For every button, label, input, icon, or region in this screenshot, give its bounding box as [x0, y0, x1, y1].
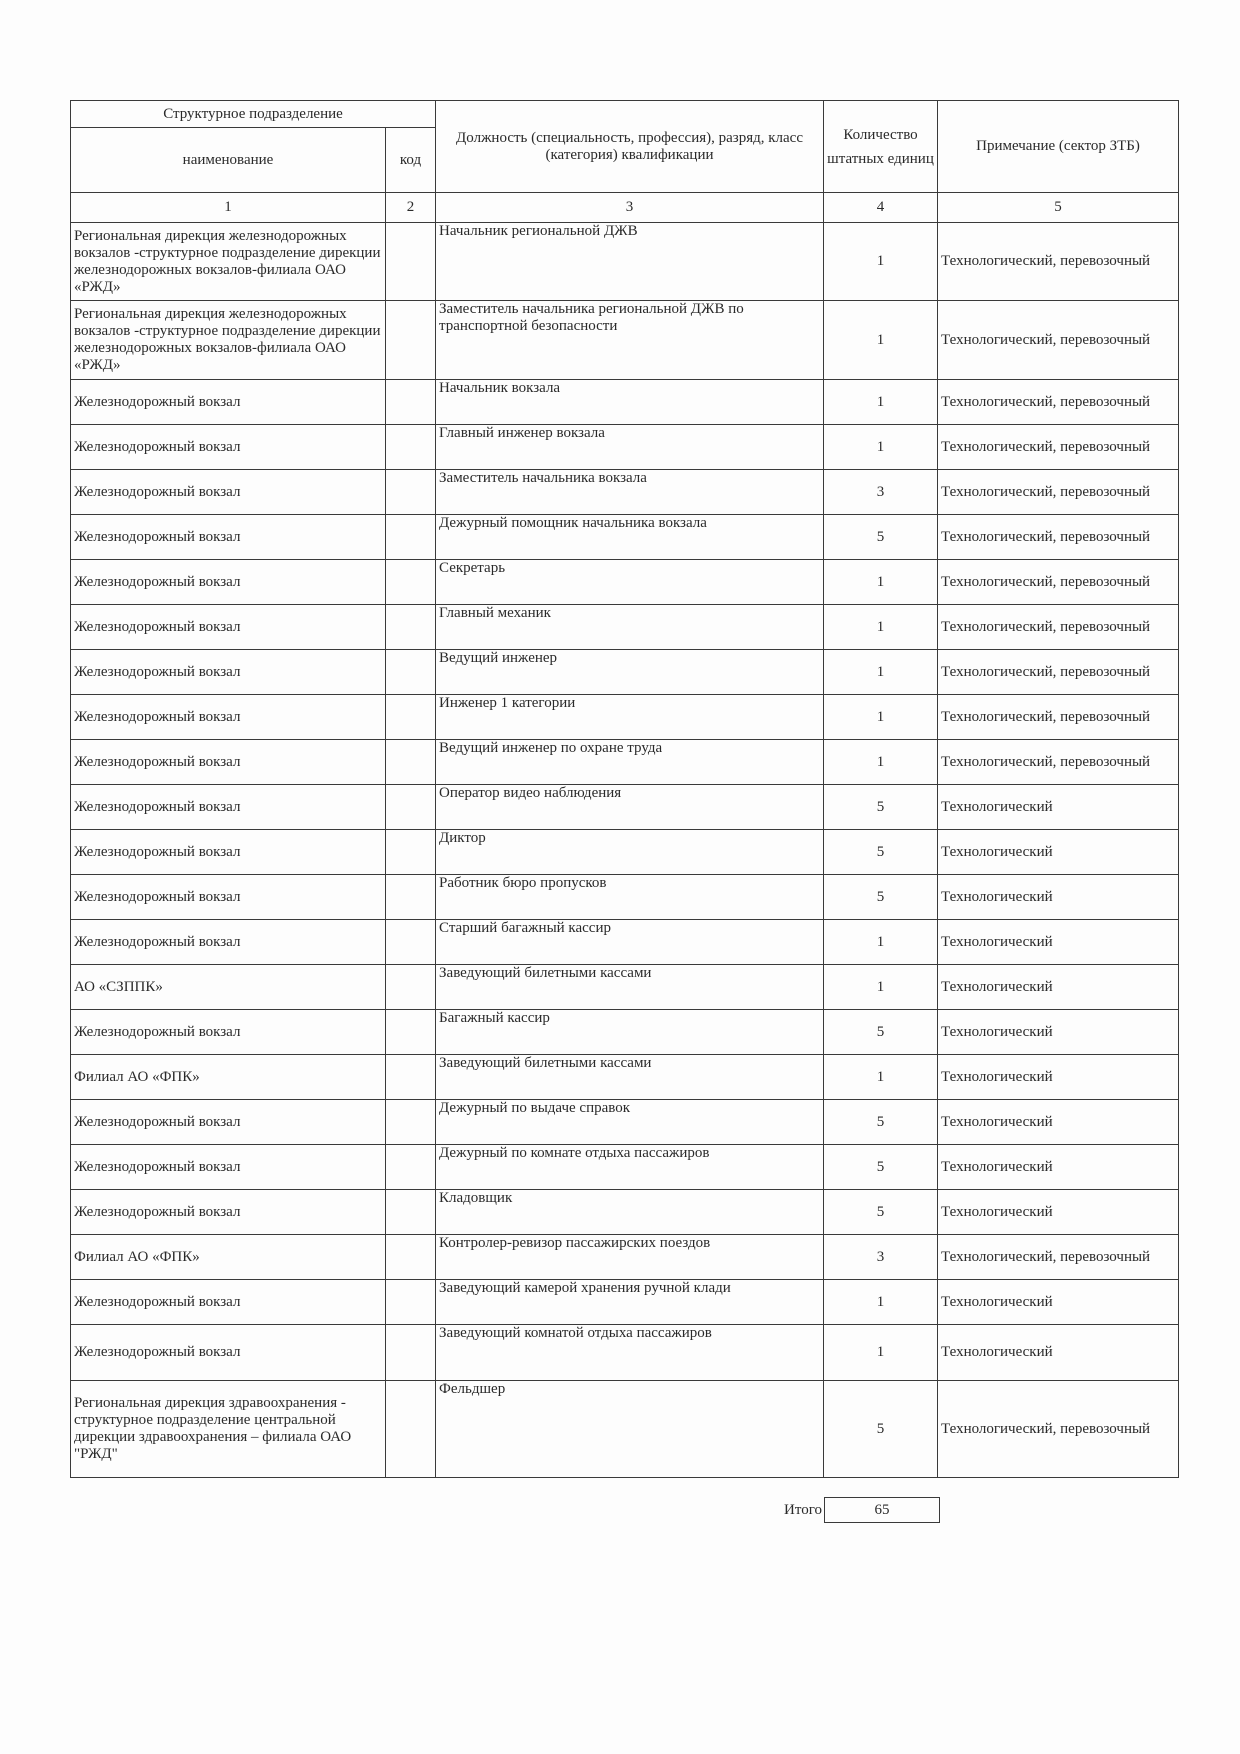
count-cell: 5 — [824, 1381, 938, 1478]
unit-name-cell: Железнодорожный вокзал — [71, 425, 386, 470]
table-row — [71, 560, 1179, 605]
position-cell: Старший багажный кассир — [436, 920, 824, 965]
position-cell: Контролер-ревизор пассажирских поездов — [436, 1235, 824, 1280]
table-body — [71, 223, 1179, 1478]
table-row — [71, 830, 1179, 875]
count-cell: 5 — [824, 875, 938, 920]
unit-code-cell — [386, 875, 436, 920]
count-cell: 5 — [824, 785, 938, 830]
position-cell: Дежурный по выдаче справок — [436, 1100, 824, 1145]
column-number: 5 — [938, 193, 1179, 223]
position-cell: Заведующий билетными кассами — [436, 1055, 824, 1100]
note-cell: Технологический — [938, 965, 1179, 1010]
unit-name-cell: Железнодорожный вокзал — [71, 740, 386, 785]
table-row — [71, 1055, 1179, 1100]
unit-name-cell: Железнодорожный вокзал — [71, 920, 386, 965]
count-cell: 1 — [824, 560, 938, 605]
header-code: код — [386, 128, 436, 193]
note-cell: Технологический — [938, 1100, 1179, 1145]
note-cell: Технологический — [938, 830, 1179, 875]
note-cell: Технологический — [938, 1055, 1179, 1100]
position-cell: Дежурный помощник начальника вокзала — [436, 515, 824, 560]
note-cell: Технологический — [938, 1280, 1179, 1325]
table-row — [71, 223, 1179, 301]
note-cell: Технологический, перевозочный — [938, 650, 1179, 695]
note-cell: Технологический, перевозочный — [938, 380, 1179, 425]
count-cell: 1 — [824, 301, 938, 380]
table-row — [71, 425, 1179, 470]
unit-name-cell: Железнодорожный вокзал — [71, 785, 386, 830]
position-cell: Дежурный по комнате отдыха пассажиров — [436, 1145, 824, 1190]
count-cell: 5 — [824, 830, 938, 875]
unit-code-cell — [386, 1055, 436, 1100]
table-row — [71, 1280, 1179, 1325]
unit-code-cell — [386, 1280, 436, 1325]
count-cell: 1 — [824, 1280, 938, 1325]
unit-code-cell — [386, 560, 436, 605]
unit-name-cell: Железнодорожный вокзал — [71, 650, 386, 695]
unit-name-cell: Железнодорожный вокзал — [71, 605, 386, 650]
count-cell: 1 — [824, 223, 938, 301]
unit-code-cell — [386, 920, 436, 965]
unit-code-cell — [386, 515, 436, 560]
table-row — [71, 605, 1179, 650]
unit-name-cell: Железнодорожный вокзал — [71, 1010, 386, 1055]
unit-code-cell — [386, 380, 436, 425]
position-cell: Работник бюро пропусков — [436, 875, 824, 920]
unit-code-cell — [386, 470, 436, 515]
unit-code-cell — [386, 1145, 436, 1190]
position-cell: Главный механик — [436, 605, 824, 650]
count-cell: 1 — [824, 1325, 938, 1381]
unit-name-cell: Железнодорожный вокзал — [71, 470, 386, 515]
unit-code-cell — [386, 301, 436, 380]
count-cell: 5 — [824, 515, 938, 560]
unit-name-cell: Филиал АО «ФПК» — [71, 1235, 386, 1280]
table-row — [71, 875, 1179, 920]
table-row — [71, 1325, 1179, 1381]
unit-name-cell: Филиал АО «ФПК» — [71, 1055, 386, 1100]
table-row — [71, 301, 1179, 380]
count-cell: 1 — [824, 650, 938, 695]
unit-code-cell — [386, 650, 436, 695]
unit-name-cell: Железнодорожный вокзал — [71, 875, 386, 920]
count-cell: 1 — [824, 740, 938, 785]
note-cell: Технологический — [938, 1325, 1179, 1381]
position-cell: Заместитель начальника региональной ДЖВ по транспортной безопасности — [436, 301, 824, 380]
header-note: Примечание (сектор ЗТБ) — [938, 101, 1179, 193]
position-cell: Начальник вокзала — [436, 380, 824, 425]
position-cell: Фельдшер — [436, 1381, 824, 1478]
position-cell: Багажный кассир — [436, 1010, 824, 1055]
unit-code-cell — [386, 965, 436, 1010]
note-cell: Технологический, перевозочный — [938, 1381, 1179, 1478]
count-cell: 5 — [824, 1010, 938, 1055]
unit-code-cell — [386, 1010, 436, 1055]
unit-code-cell — [386, 1190, 436, 1235]
column-number: 4 — [824, 193, 938, 223]
unit-name-cell: Региональная дирекция железнодорожных вокзалов -структурное подразделение дирекции железнодорожных вокзалов-филиала ОАО «РЖД» — [71, 223, 386, 301]
count-cell: 5 — [824, 1145, 938, 1190]
count-cell: 5 — [824, 1190, 938, 1235]
header-structural-unit: Структурное подразделение — [71, 101, 436, 128]
unit-code-cell — [386, 1325, 436, 1381]
position-cell: Ведущий инженер — [436, 650, 824, 695]
position-cell: Заведующий камерой хранения ручной клади — [436, 1280, 824, 1325]
table-row — [71, 785, 1179, 830]
unit-name-cell: Железнодорожный вокзал — [71, 1190, 386, 1235]
position-cell: Начальник региональной ДЖВ — [436, 223, 824, 301]
note-cell: Технологический, перевозочный — [938, 1235, 1179, 1280]
count-cell: 1 — [824, 1055, 938, 1100]
unit-name-cell: Железнодорожный вокзал — [71, 560, 386, 605]
count-cell: 1 — [824, 380, 938, 425]
note-cell: Технологический — [938, 1010, 1179, 1055]
column-numbers-row — [71, 193, 1179, 223]
total-row — [770, 1497, 940, 1523]
note-cell: Технологический, перевозочный — [938, 695, 1179, 740]
note-cell: Технологический, перевозочный — [938, 425, 1179, 470]
table-row — [71, 515, 1179, 560]
count-cell: 1 — [824, 425, 938, 470]
count-cell: 3 — [824, 470, 938, 515]
position-cell: Ведущий инженер по охране труда — [436, 740, 824, 785]
unit-name-cell: Железнодорожный вокзал — [71, 1100, 386, 1145]
total-value: 65 — [824, 1497, 940, 1523]
unit-name-cell: Железнодорожный вокзал — [71, 1280, 386, 1325]
position-cell: Заведующий билетными кассами — [436, 965, 824, 1010]
position-cell: Кладовщик — [436, 1190, 824, 1235]
note-cell: Технологический, перевозочный — [938, 470, 1179, 515]
position-cell: Оператор видео наблюдения — [436, 785, 824, 830]
header-position: Должность (специальность, профессия), разряд, класс (категория) квалификации — [436, 101, 824, 193]
table-row — [71, 1190, 1179, 1235]
unit-name-cell: Железнодорожный вокзал — [71, 380, 386, 425]
table-row — [71, 380, 1179, 425]
note-cell: Технологический — [938, 875, 1179, 920]
count-cell: 1 — [824, 965, 938, 1010]
unit-name-cell: Железнодорожный вокзал — [71, 830, 386, 875]
column-number: 1 — [71, 193, 386, 223]
unit-code-cell — [386, 223, 436, 301]
table-row — [71, 1235, 1179, 1280]
note-cell: Технологический — [938, 1190, 1179, 1235]
staff-table — [70, 100, 1179, 1478]
unit-code-cell — [386, 605, 436, 650]
unit-name-cell: Железнодорожный вокзал — [71, 515, 386, 560]
total-label: Итого — [784, 1502, 822, 1518]
note-cell: Технологический, перевозочный — [938, 605, 1179, 650]
header-name: наименование — [71, 128, 386, 193]
unit-code-cell — [386, 1381, 436, 1478]
column-number: 3 — [436, 193, 824, 223]
unit-name-cell: АО «СЗППК» — [71, 965, 386, 1010]
count-cell: 1 — [824, 695, 938, 740]
table-row — [71, 1010, 1179, 1055]
note-cell: Технологический, перевозочный — [938, 301, 1179, 380]
position-cell: Заместитель начальника вокзала — [436, 470, 824, 515]
unit-name-cell: Железнодорожный вокзал — [71, 1145, 386, 1190]
unit-name-cell: Региональная дирекция здравоохранения - структурное подразделение центральной дирекции здравоохранения – филиала ОАО "РЖД" — [71, 1381, 386, 1478]
table-row — [71, 695, 1179, 740]
table-row — [71, 470, 1179, 515]
unit-name-cell: Железнодорожный вокзал — [71, 695, 386, 740]
count-cell: 3 — [824, 1235, 938, 1280]
unit-code-cell — [386, 830, 436, 875]
table-row — [71, 965, 1179, 1010]
position-cell: Заведующий комнатой отдыха пассажиров — [436, 1325, 824, 1381]
table-row — [71, 1145, 1179, 1190]
table-row — [71, 920, 1179, 965]
note-cell: Технологический, перевозочный — [938, 560, 1179, 605]
unit-code-cell — [386, 425, 436, 470]
table-row — [71, 1100, 1179, 1145]
unit-code-cell — [386, 695, 436, 740]
unit-code-cell — [386, 1235, 436, 1280]
table-row — [71, 1381, 1179, 1478]
note-cell: Технологический — [938, 920, 1179, 965]
position-cell: Главный инженер вокзала — [436, 425, 824, 470]
note-cell: Технологический, перевозочный — [938, 740, 1179, 785]
note-cell: Технологический, перевозочный — [938, 223, 1179, 301]
count-cell: 1 — [824, 605, 938, 650]
table-row — [71, 740, 1179, 785]
note-cell: Технологический — [938, 785, 1179, 830]
column-number: 2 — [386, 193, 436, 223]
position-cell: Диктор — [436, 830, 824, 875]
position-cell: Инженер 1 категории — [436, 695, 824, 740]
note-cell: Технологический — [938, 1145, 1179, 1190]
unit-code-cell — [386, 1100, 436, 1145]
count-cell: 1 — [824, 920, 938, 965]
unit-name-cell: Железнодорожный вокзал — [71, 1325, 386, 1381]
unit-name-cell: Региональная дирекция железнодорожных вокзалов -структурное подразделение дирекции железнодорожных вокзалов-филиала ОАО «РЖД» — [71, 301, 386, 380]
count-cell: 5 — [824, 1100, 938, 1145]
unit-code-cell — [386, 785, 436, 830]
table-row — [71, 650, 1179, 695]
position-cell: Секретарь — [436, 560, 824, 605]
header-count: Количество штатных единиц — [824, 101, 938, 193]
note-cell: Технологический, перевозочный — [938, 515, 1179, 560]
unit-code-cell — [386, 740, 436, 785]
